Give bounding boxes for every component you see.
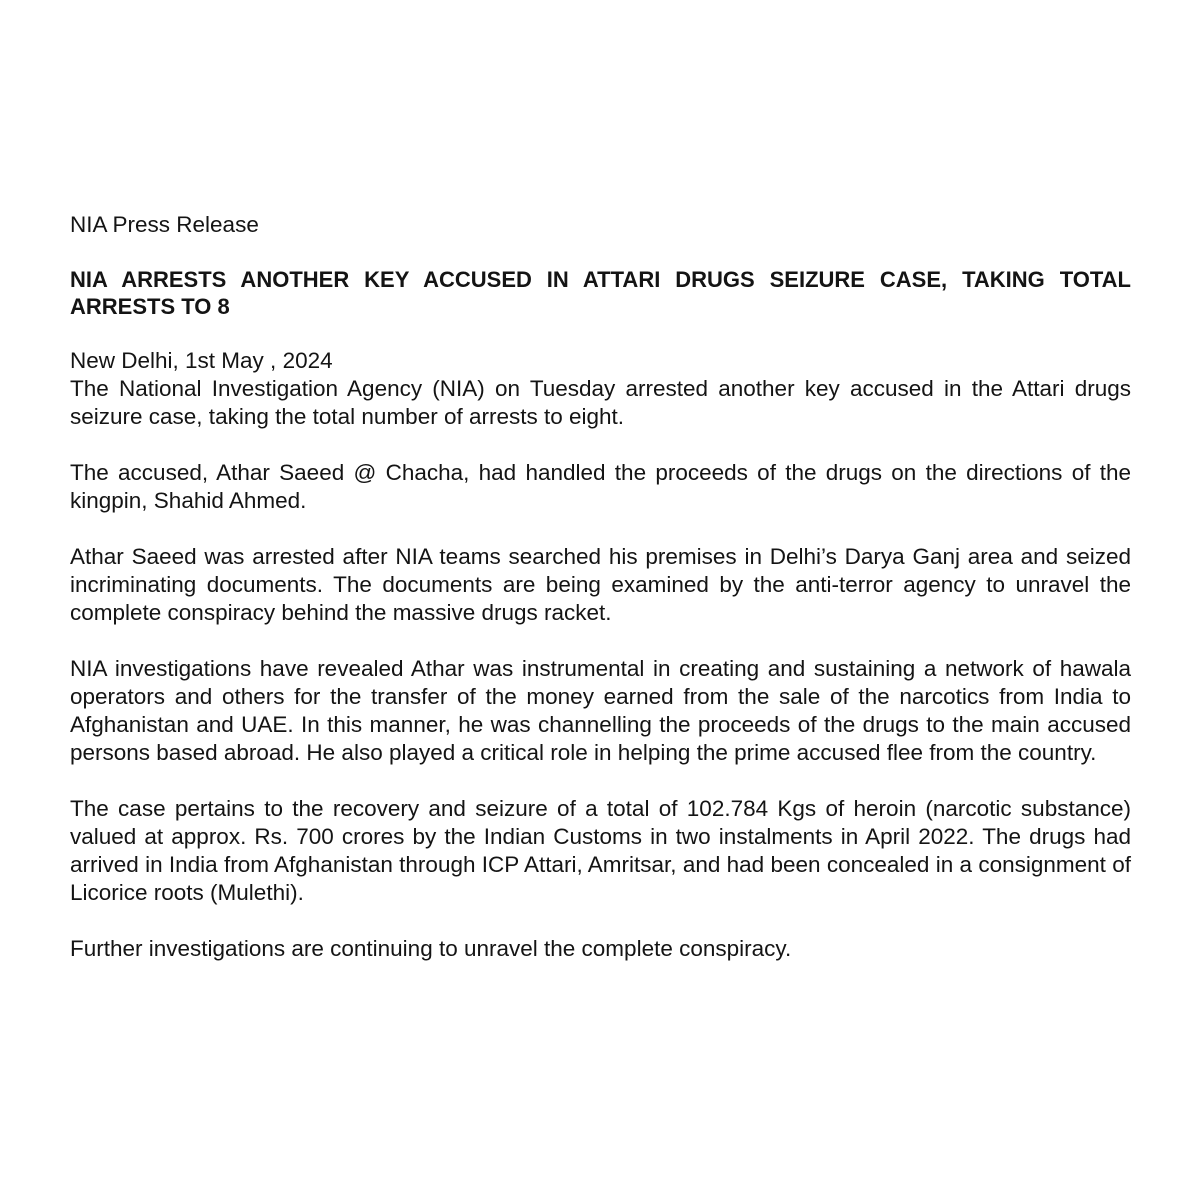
press-release-document <box>70 211 1131 991</box>
headline: NIA ARRESTS ANOTHER KEY ACCUSED IN ATTARI DRUGS SEIZURE CASE, TAKING TOTAL ARRESTS TO 8 <box>70 267 1131 319</box>
paragraph-search-and-seizure: Athar Saeed was arrested after NIA teams searched his premises in Delhi’s Darya Ganj area and seized incriminating documents. The documents are being examined by the anti-terror agency to unravel the complete conspiracy behind the massive drugs racket. <box>70 544 1131 625</box>
paragraph-accused-identity: The accused, Athar Saeed @ Chacha, had handled the proceeds of the drugs on the directions of the kingpin, Shahid Ahmed. <box>70 460 1131 513</box>
paragraph-case-background: The case pertains to the recovery and seizure of a total of 102.784 Kgs of heroin (narcotic substance) valued at approx. Rs. 700 crores by the Indian Customs in two instalments in April 2022. The drugs had arrived in India from Afghanistan through ICP Attari, Amritsar, and had been concealed in a consignment of Licorice roots (Mulethi). <box>70 796 1131 905</box>
paragraph-investigation-findings: NIA investigations have revealed Athar was instrumental in creating and sustaining a network of hawala operators and others for the transfer of the money earned from the sale of the narcotics from India to Afghanistan and UAE. In this manner, he was channelling the proceeds of the drugs to the main accused persons based abroad. He also played a critical role in helping the prime accused flee from the country. <box>70 656 1131 765</box>
document-label: NIA Press Release <box>70 212 259 237</box>
dateline: New Delhi, 1st May , 2024 <box>70 348 333 373</box>
paragraph-closing-note: Further investigations are continuing to unravel the complete conspiracy. <box>70 936 792 961</box>
paragraph-arrest-summary: The National Investigation Agency (NIA) on Tuesday arrested another key accused in the Attari drugs seizure case, taking the total number of arrests to eight. <box>70 376 1131 429</box>
